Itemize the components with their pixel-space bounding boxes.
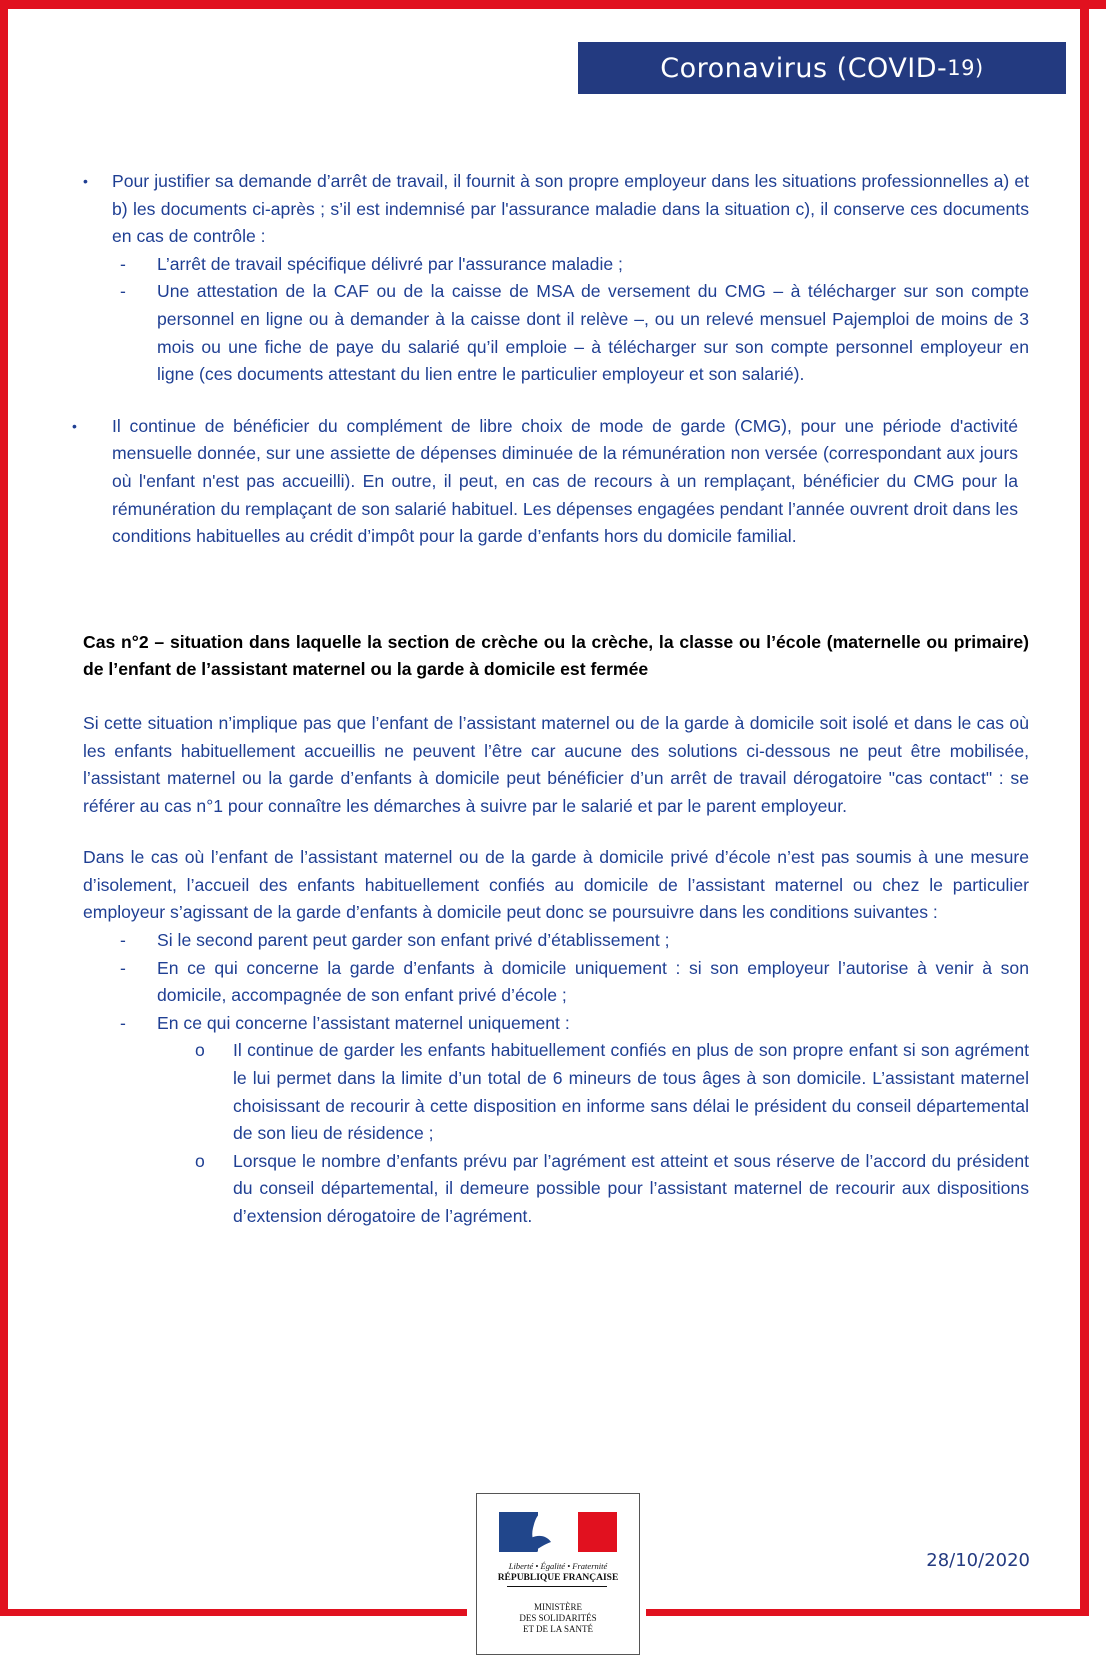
paragraph-cas2-conditions: Dans le cas où l’enfant de l’assistant maternel ou de la garde à domicile privé d’école n’est pas soumis à une mesure d’isolement, l’accueil des enfants habituellement confiés au domicile de l’assistant maternel ou chez le particulier employeur s’agissant de la garde d’enfants à domicile peut donc se poursuivre dans les conditions suivantes : (83, 847, 1029, 923)
dash-item-attestation (83, 278, 1029, 388)
frame-bottom-right-border (646, 1609, 1089, 1616)
frame-left-border (0, 0, 8, 1616)
dash-marker: - (120, 1012, 126, 1033)
bullet-item-cmg (72, 413, 1018, 551)
logo-divider (507, 1586, 607, 1587)
frame-bottom-left-border (0, 1609, 467, 1616)
dash-text: L’arrêt de travail spécifique délivré par l'assurance maladie ; (157, 253, 623, 274)
document-date: 28/10/2020 (926, 1550, 1030, 1571)
marianne-profile-icon (525, 1508, 573, 1558)
section-heading-cas2: Cas n°2 – situation dans laquelle la section de crèche ou la crèche, la classe ou l’école (maternelle ou primaire) de l’enfant de l’assistant maternel ou la garde à domicile est fermée (83, 631, 1029, 680)
bullet-marker: • (83, 173, 88, 189)
dash-text: En ce qui concerne la garde d’enfants à domicile uniquement : si son employeur l’autorise à venir à son domicile, accompagnée de son enfant privé d’école ; (157, 957, 1029, 1006)
dash-item-assistant-maternel (83, 1010, 1029, 1038)
dash-marker: - (120, 930, 126, 951)
circle-marker: o (195, 1150, 205, 1171)
ministry-line-1: MINISTÈRE (534, 1602, 582, 1612)
bullet-text: Il continue de bénéficier du complément de libre choix de mode de garde (CMG), pour une période d'activité mensuelle donnée, sur une assiette de dépenses diminuée de la rémunération non versée (correspondant aux jours où l'enfant n'est pas accueilli). En outre, il peut, en cas de recours à un remplaçant, bénéficier du CMG pour la rémunération du remplaçant de son salarié habituel. Les dépenses engagées pendant l’année ouvrent droit dans les conditions habituelles au crédit d’impôt pour la garde d’enfants hors du domicile familial. (112, 415, 1018, 547)
header-title-main: Coronavirus (COVID- (660, 52, 948, 84)
circle-item-garder-enfants (83, 1037, 1029, 1147)
circle-text: Lorsque le nombre d’enfants prévu par l’agrément est atteint et sous réserve de l’accord du président du conseil départemental, il demeure possible pour l’assistant maternel de recourir aux dispositions d’extension dérogatoire de l’agrément. (233, 1150, 1029, 1226)
circle-item-extension-agrement (83, 1148, 1029, 1231)
frame-right-border (1080, 0, 1089, 1616)
dash-marker: - (120, 957, 126, 978)
paragraph-cas2-intro: Si cette situation n’implique pas que l’enfant de l’assistant maternel ou de la garde à domicile soit isolé et dans le cas où les enfants habituellement accueillis ne peuvent l’être car aucune des solutions ci-dessous ne peut être mobilisée, l’assistant maternel ou la garde d’enfants à domicile peut bénéficier d’un arrêt de travail dérogatoire "cas contact" : se référer au cas n°1 pour connaître les démarches à suivre par le salarié et par le parent employeur. (83, 712, 1029, 816)
frame-top-border (0, 0, 1106, 9)
dash-text: Si le second parent peut garder son enfant privé d’établissement ; (157, 930, 670, 951)
republic-motto: Liberté • Égalité • Fraternité (508, 1561, 608, 1571)
ministry-line-3: ET DE LA SANTÉ (522, 1624, 594, 1634)
dash-marker: - (120, 281, 126, 302)
ministry-name (477, 1602, 639, 1635)
document-body (72, 168, 1029, 1231)
dash-text: Une attestation de la CAF ou de la caisse de MSA de versement du CMG – à télécharger sur son compte personnel en ligne ou à demander à la caisse dont il relève –, ou un relevé mensuel Pajemploi de moins de 3 mois ou une fiche de paye du salarié qu’il emploie – à télécharger sur son compte personnel employeur en ligne (ces documents attestant du lien entre le particulier employeur et son salarié). (157, 281, 1029, 385)
circle-marker: o (195, 1040, 205, 1061)
dash-text: En ce qui concerne l’assistant maternel uniquement : (157, 1012, 570, 1033)
bullet-marker: • (72, 417, 77, 434)
header-banner (578, 42, 1066, 94)
header-title-number: 19) (947, 56, 984, 80)
circle-text: Il continue de garder les enfants habituellement confiés en plus de son propre enfant si son agrément le lui permet dans la limite d’un total de 6 mineurs de tous âges à son domicile. L’assistant maternel choisissant de recourir à cette disposition en informe sans délai le président du conseil départemental de son lieu de résidence ; (233, 1040, 1029, 1144)
dash-marker: - (120, 253, 126, 274)
republic-name: RÉPUBLIQUE FRANÇAISE (497, 1573, 619, 1583)
bullet-item-justification (83, 168, 1029, 251)
government-logo (476, 1493, 640, 1655)
dash-item-second-parent (83, 927, 1029, 955)
dash-item-arret (83, 251, 1029, 279)
dash-item-garde-domicile (83, 955, 1029, 1010)
bullet-text: Pour justifier sa demande d’arrêt de travail, il fournit à son propre employeur dans les situations professionnelles a) et b) les documents ci-après ; s’il est indemnisé par l'assurance maladie dans la situation c), il conserve ces documents en cas de contrôle : (112, 171, 1029, 247)
ministry-line-2: DES SOLIDARITÉS (519, 1613, 597, 1623)
